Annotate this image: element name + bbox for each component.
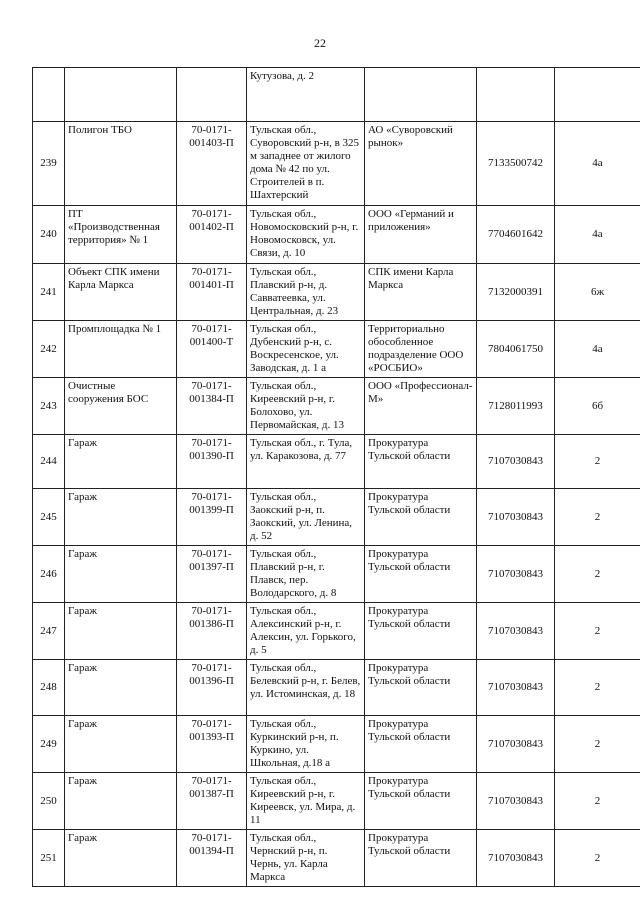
table-row — [33, 122, 640, 206]
owner-inn: 7107030843 — [477, 435, 555, 489]
object-category: 2 — [555, 435, 640, 489]
object-name: Очистные сооружения БОС — [65, 378, 177, 435]
owner-inn — [477, 68, 555, 122]
object-address: Тульская обл., Куркинский р-н, п. Куркино, ул. Школьная, д.18 а — [247, 716, 365, 773]
owner-name: Прокуратура Тульской области — [365, 716, 477, 773]
owner-inn: 7107030843 — [477, 489, 555, 546]
owner-inn: 7128011993 — [477, 378, 555, 435]
owner-name: ООО «Профессионал-М» — [365, 378, 477, 435]
object-name: Полигон ТБО — [65, 122, 177, 206]
row-number: 250 — [33, 773, 65, 830]
object-name: Гараж — [65, 773, 177, 830]
owner-name: Прокуратура Тульской области — [365, 603, 477, 660]
owner-name: АО «Суворовский рынок» — [365, 122, 477, 206]
row-number: 245 — [33, 489, 65, 546]
registry-table — [32, 67, 640, 887]
object-code: 70-0171-001401-П — [177, 264, 247, 321]
object-name: Гараж — [65, 435, 177, 489]
table-row — [33, 773, 640, 830]
owner-name: СПК имени Карла Маркса — [365, 264, 477, 321]
object-address: Тульская обл., Киреевский р-н, г. Киреевск, ул. Мира, д. 11 — [247, 773, 365, 830]
table-row — [33, 660, 640, 716]
row-number — [33, 68, 65, 122]
object-name: Объект СПК имени Карла Маркса — [65, 264, 177, 321]
object-code: 70-0171-001399-П — [177, 489, 247, 546]
object-code: 70-0171-001390-П — [177, 435, 247, 489]
object-category: 2 — [555, 660, 640, 716]
table-row — [33, 435, 640, 489]
owner-name: Территориально обособленное подразделение ООО «РОСБИО» — [365, 321, 477, 378]
owner-inn: 7107030843 — [477, 830, 555, 887]
row-number: 251 — [33, 830, 65, 887]
object-code: 70-0171-001397-П — [177, 546, 247, 603]
owner-inn: 7704601642 — [477, 206, 555, 264]
object-category: 4а — [555, 206, 640, 264]
table-row — [33, 546, 640, 603]
table-row — [33, 264, 640, 321]
object-name: Гараж — [65, 546, 177, 603]
object-address: Кутузова, д. 2 — [247, 68, 365, 122]
object-category: 2 — [555, 830, 640, 887]
table-row — [33, 378, 640, 435]
object-category: 6ж — [555, 264, 640, 321]
owner-name: Прокуратура Тульской области — [365, 660, 477, 716]
row-number: 241 — [33, 264, 65, 321]
object-code: 70-0171-001403-П — [177, 122, 247, 206]
object-address: Тульская обл., Алексинский р-н, г. Алексин, ул. Горького, д. 5 — [247, 603, 365, 660]
object-address: Тульская обл., Суворовский р-н, в 325 м западнее от жилого дома № 42 по ул. Строителей в п. Шахтерский — [247, 122, 365, 206]
page-number: 22 — [314, 36, 326, 50]
object-category: 2 — [555, 546, 640, 603]
object-category: 4а — [555, 122, 640, 206]
object-name: Гараж — [65, 716, 177, 773]
owner-name: Прокуратура Тульской области — [365, 546, 477, 603]
row-number: 243 — [33, 378, 65, 435]
owner-inn: 7107030843 — [477, 773, 555, 830]
object-code: 70-0171-001400-Т — [177, 321, 247, 378]
table-row — [33, 321, 640, 378]
object-address: Тульская обл., Новомосковский р-н, г. Новомосковск, ул. Связи, д. 10 — [247, 206, 365, 264]
row-number: 247 — [33, 603, 65, 660]
object-name: Промплощадка № 1 — [65, 321, 177, 378]
object-name: ПТ «Производственная территория» № 1 — [65, 206, 177, 264]
object-code: 70-0171-001387-П — [177, 773, 247, 830]
object-code — [177, 68, 247, 122]
owner-inn: 7804061750 — [477, 321, 555, 378]
row-number: 246 — [33, 546, 65, 603]
row-number: 248 — [33, 660, 65, 716]
object-code: 70-0171-001396-П — [177, 660, 247, 716]
table-row — [33, 716, 640, 773]
object-address: Тульская обл., г. Тула, ул. Каракозова, д. 77 — [247, 435, 365, 489]
object-category: 2 — [555, 716, 640, 773]
owner-name — [365, 68, 477, 122]
owner-inn: 7133500742 — [477, 122, 555, 206]
object-name: Гараж — [65, 603, 177, 660]
object-code: 70-0171-001393-П — [177, 716, 247, 773]
row-number: 244 — [33, 435, 65, 489]
object-address: Тульская обл., Плавский р-н, д. Савватеевка, ул. Центральная, д. 23 — [247, 264, 365, 321]
object-address: Тульская обл., Чернский р-н, п. Чернь, ул. Карла Маркса — [247, 830, 365, 887]
row-number: 239 — [33, 122, 65, 206]
owner-name: Прокуратура Тульской области — [365, 489, 477, 546]
object-code: 70-0171-001394-П — [177, 830, 247, 887]
owner-inn: 7107030843 — [477, 603, 555, 660]
object-code: 70-0171-001384-П — [177, 378, 247, 435]
owner-name: Прокуратура Тульской области — [365, 773, 477, 830]
object-address: Тульская обл., Дубенский р-н, с. Воскресенское, ул. Заводская, д. 1 а — [247, 321, 365, 378]
object-name: Гараж — [65, 489, 177, 546]
object-address: Тульская обл., Киреевский р-н, г. Болохово, ул. Первомайская, д. 13 — [247, 378, 365, 435]
table-row — [33, 830, 640, 887]
object-code: 70-0171-001386-П — [177, 603, 247, 660]
object-address: Тульская обл., Заокский р-н, п. Заокский, ул. Ленина, д. 52 — [247, 489, 365, 546]
object-name: Гараж — [65, 830, 177, 887]
object-address: Тульская обл., Плавский р-н, г. Плавск, пер. Володарского, д. 8 — [247, 546, 365, 603]
object-category: 2 — [555, 603, 640, 660]
table-row — [33, 603, 640, 660]
row-number: 249 — [33, 716, 65, 773]
object-code: 70-0171-001402-П — [177, 206, 247, 264]
object-category: 2 — [555, 489, 640, 546]
object-category — [555, 68, 640, 122]
object-category: 4а — [555, 321, 640, 378]
owner-name: Прокуратура Тульской области — [365, 435, 477, 489]
object-address: Тульская обл., Белевский р-н, г. Белев, ул. Истоминская, д. 18 — [247, 660, 365, 716]
object-name: Гараж — [65, 660, 177, 716]
object-category: 6б — [555, 378, 640, 435]
row-number: 240 — [33, 206, 65, 264]
object-name — [65, 68, 177, 122]
row-number: 242 — [33, 321, 65, 378]
table-row — [33, 489, 640, 546]
owner-name: ООО «Германий и приложения» — [365, 206, 477, 264]
object-category: 2 — [555, 773, 640, 830]
owner-inn: 7107030843 — [477, 660, 555, 716]
owner-name: Прокуратура Тульской области — [365, 830, 477, 887]
table-row — [33, 206, 640, 264]
owner-inn: 7107030843 — [477, 716, 555, 773]
owner-inn: 7132000391 — [477, 264, 555, 321]
owner-inn: 7107030843 — [477, 546, 555, 603]
table-row — [33, 68, 640, 122]
